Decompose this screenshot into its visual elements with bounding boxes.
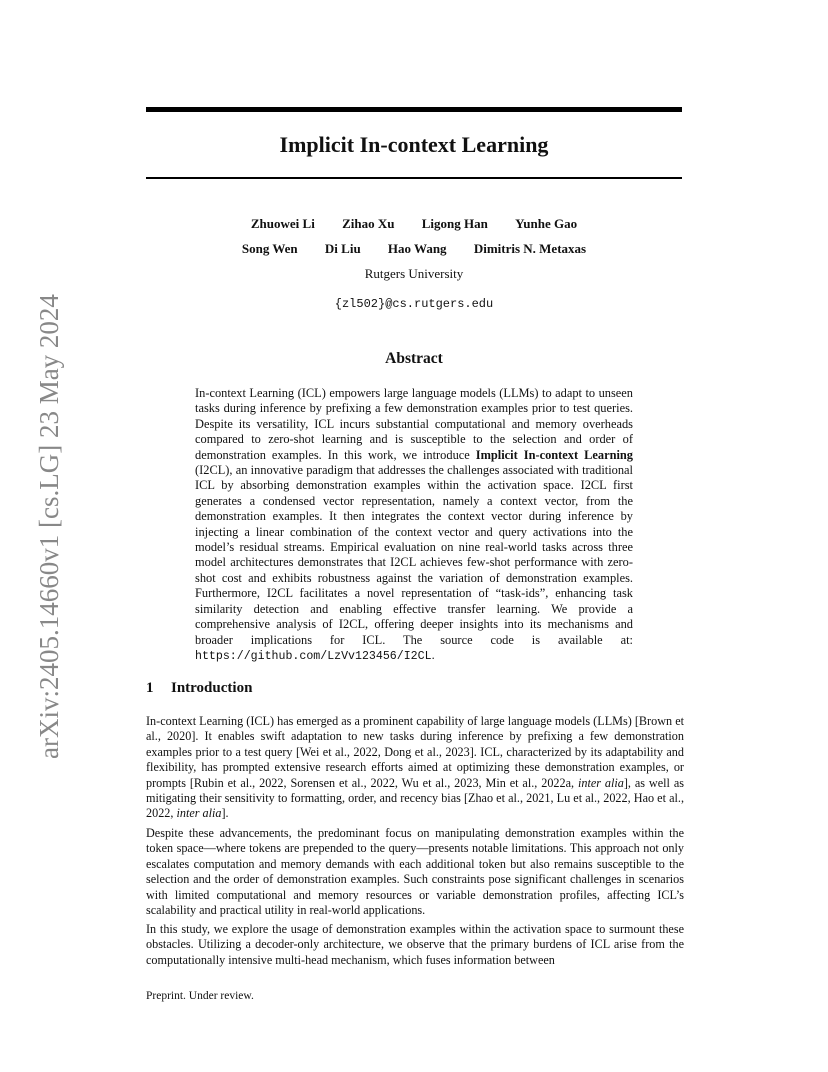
- author-name: Ligong Han: [421, 216, 488, 231]
- abstract-text: In-context Learning (ICL) empowers large language models (LLMs) to adapt to unseen tasks during inference by prefixing a few demonstration examples prior to test queries. Despite its versatility, ICL incurs substantial computational and memory overheads compared to zero-shot learning and is susceptible to the selection and order of demonstration examples. In this work, we introduce: [195, 386, 633, 462]
- abstract-end: .: [431, 647, 435, 662]
- intro-paragraph-3: In this study, we explore the usage of demonstration examples within the activation space to surmount these obstacles. Utilizing a decoder-only architecture, we observe that the primary burdens of ICL arise from the computationally intensive multi-head mechanism, which fuses information between: [146, 922, 684, 967]
- author-name: Zhuowei Li: [250, 216, 315, 231]
- paper-title: Implicit In-context Learning: [279, 132, 549, 157]
- section-heading-introduction: [146, 680, 252, 697]
- author-name: Yunhe Gao: [515, 216, 578, 231]
- author-list-row-1: [146, 216, 682, 232]
- author-name: Dimitris N. Metaxas: [473, 241, 587, 256]
- paragraph-text: In-context Learning (ICL) has emerged as a prominent capability of large language models (LLMs) [Brown et al., 2020]. It enables swift adaptation to new tasks during inference by prefixing a few demonstration examples prior to a test query [Wei et al., 2022, Dong et al., 2023]. ICL, characterized by its adaptability and flexibility, has prompted extensive research efforts aimed at optimizing these demonstration examples, or prompts [Rubin et al., 2022, Sorensen et al., 2022, Wu et al., 2023, Min et al., 2022a,: [146, 714, 684, 790]
- author-name: Hao Wang: [387, 241, 447, 256]
- page-footer: Preprint. Under review.: [146, 990, 254, 1002]
- section-number: 1: [146, 680, 154, 696]
- author-list-row-2: [146, 241, 682, 257]
- paragraph-text: ].: [221, 806, 229, 821]
- italic-text: inter alia: [176, 806, 222, 821]
- author-affiliation: Rutgers University: [364, 266, 464, 281]
- abstract-body: [195, 386, 633, 664]
- author-email: {zl502}@cs.rutgers.edu: [334, 297, 494, 311]
- arxiv-identifier-stamp: arXiv:2405.14660v1 [cs.LG] 23 May 2024: [34, 294, 64, 759]
- abstract-heading: Abstract: [385, 350, 443, 367]
- paragraph-text: ], as well as mitigating their sensitivity to formatting, order, and recency bias [Zhao et al., 2021, Lu et al., 2022, Hao et al., 2022,: [146, 775, 684, 821]
- abstract-text: (I2CL), an innovative paradigm that addresses the challenges associated with traditional ICL by absorbing demonstration examples within the activation space. I2CL first generates a condensed vector representation, namely a context vector, from the demonstration examples. It then integrates the context vector during inference by injecting a linear combination of the context vector and query activations into the model’s residual streams. Empirical evaluation on nine real-world tasks across three model architectures demonstrates that I2CL achieves few-shot performance with zero-shot cost and exhibits robustness against the variation of demonstration examples. Furthermore, I2CL facilitates a novel representation of “task-ids”, enhancing task similarity detection and enabling effective transfer learning. We provide a comprehensive analysis of I2CL, offering deeper insights into its mechanisms and broader implications for ICL. The source code is available at:: [195, 463, 633, 647]
- author-name: Zihao Xu: [342, 216, 395, 231]
- italic-text: inter alia: [577, 775, 624, 790]
- source-code-link[interactable]: https://github.com/LzVv123456/I2CL: [195, 649, 432, 663]
- author-name: Song Wen: [241, 241, 298, 256]
- title-bottom-rule: [146, 177, 682, 179]
- intro-paragraph-1: [146, 714, 684, 822]
- section-title: Introduction: [171, 680, 253, 696]
- title-top-rule: [146, 107, 682, 112]
- author-name: Di Liu: [324, 241, 361, 256]
- method-name-bold: Implicit In-context Learning: [475, 447, 633, 462]
- intro-paragraph-2: Despite these advancements, the predominant focus on manipulating demonstration examples within the token space—where tokens are prepended to the query—presents notable limitations. This approach not only escalates computation and memory demands with each additional token but also remains susceptible to the selection and the order of demonstration examples. Such constraints pose significant challenges in scenarios with limited computational and memory resources or variable demonstration profiles, affecting ICL’s scalability and practical utility in real-world applications.: [146, 826, 684, 918]
